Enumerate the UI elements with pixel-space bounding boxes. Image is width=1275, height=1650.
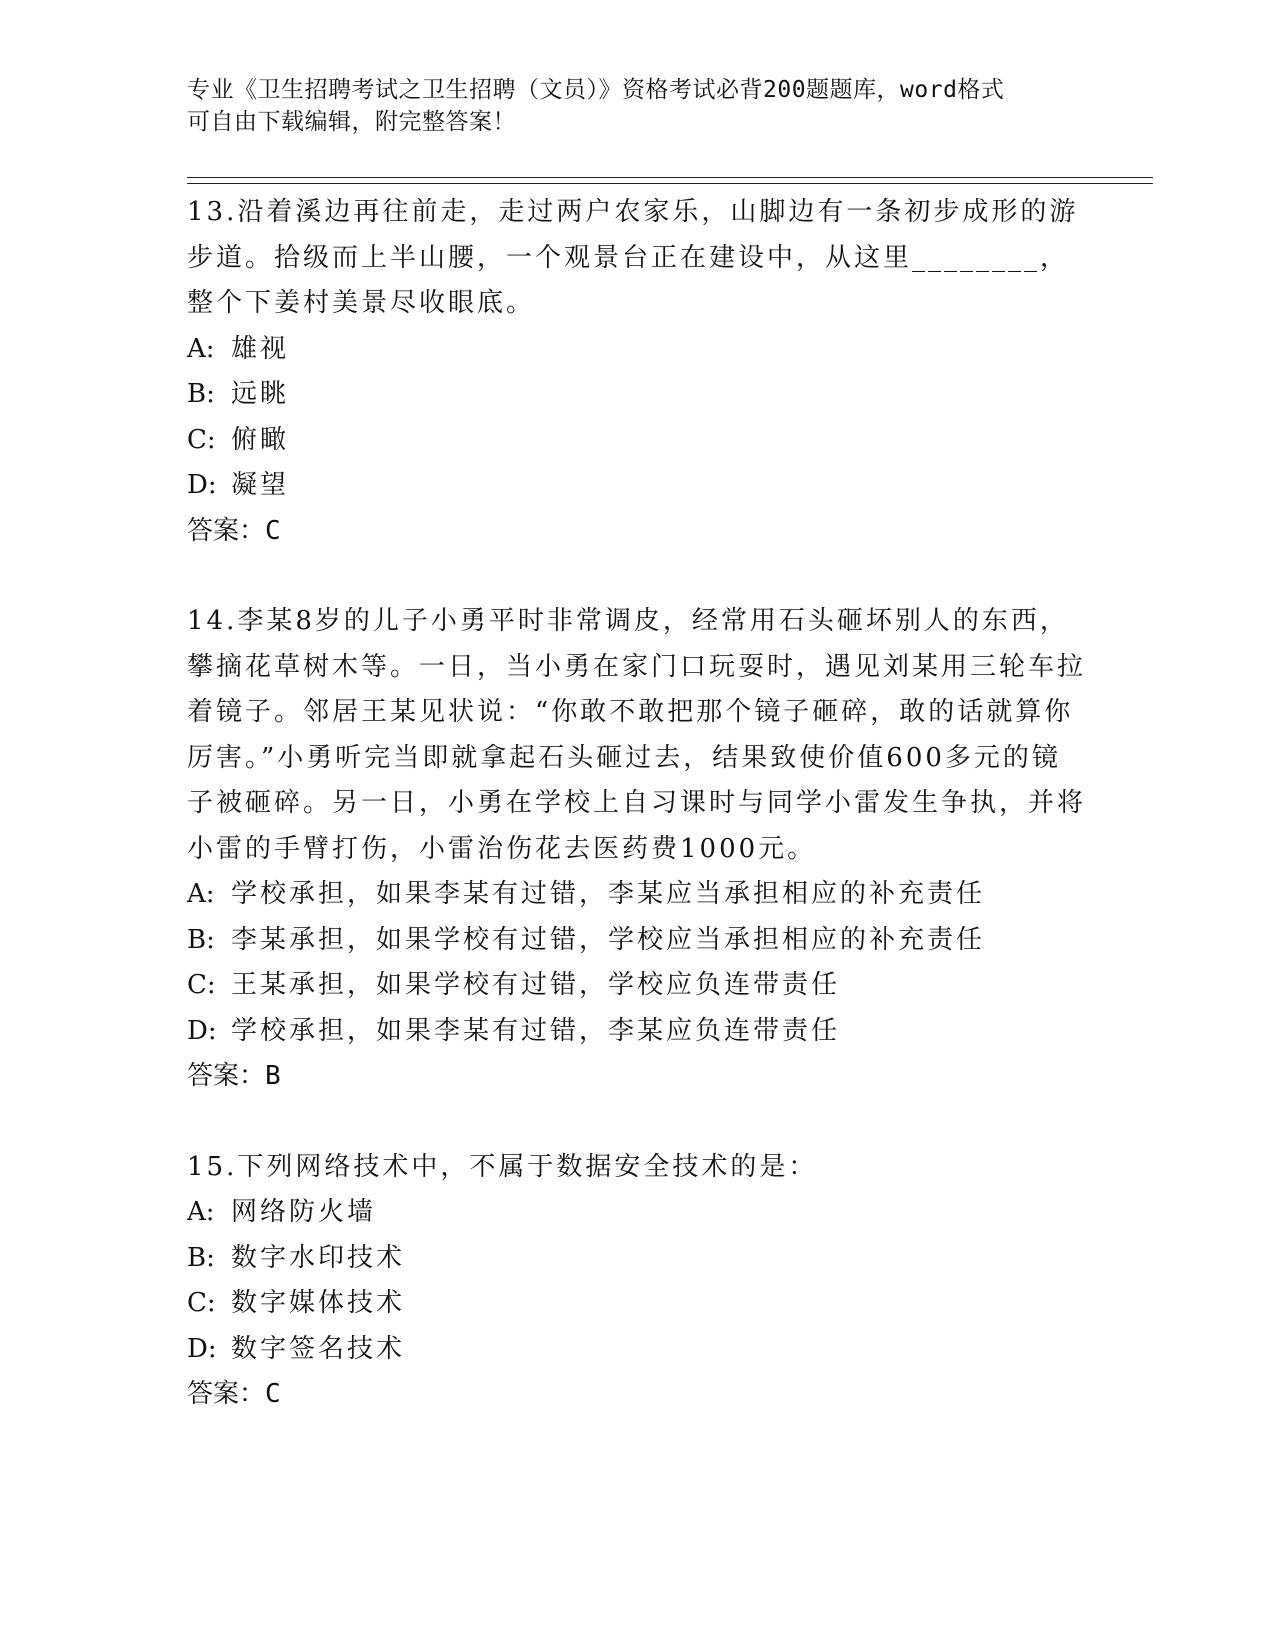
option-letter: B:	[187, 1242, 215, 1273]
option-text: 雄视	[231, 333, 290, 364]
question-list	[187, 190, 1087, 1418]
option-text: 凝望	[231, 470, 290, 500]
question-stem: 15.下列网络技术中，不属于数据安全技术的是：	[187, 1151, 818, 1182]
option-c	[187, 418, 1087, 464]
option-letter: D:	[187, 1015, 217, 1046]
option-a	[187, 872, 1087, 918]
option-c	[187, 1281, 1087, 1327]
answer-line: 答案：C	[187, 1379, 281, 1409]
option-a	[187, 1190, 1087, 1236]
question-13	[187, 190, 1087, 554]
option-text: 王某承担，如果学校有过错，学校应负连带责任	[231, 970, 841, 1000]
answer-line: 答案：B	[187, 1061, 281, 1091]
option-b	[187, 918, 1087, 964]
question-15	[187, 1145, 1087, 1418]
option-letter: D:	[187, 470, 217, 500]
option-letter: A:	[187, 333, 215, 364]
question-14	[187, 599, 1087, 1100]
option-b	[187, 372, 1087, 418]
option-letter: C:	[187, 424, 216, 455]
option-letter: C:	[187, 970, 216, 1000]
option-text: 学校承担，如果李某有过错，李某应负连带责任	[231, 1015, 841, 1046]
option-d	[187, 1009, 1087, 1055]
option-c	[187, 963, 1087, 1009]
header-divider-top	[187, 177, 1153, 178]
option-text: 学校承担，如果李某有过错，李某应当承担相应的补充责任	[231, 879, 986, 909]
option-text: 李某承担，如果学校有过错，学校应当承担相应的补充责任	[231, 924, 986, 955]
option-letter: A:	[187, 879, 215, 909]
option-d	[187, 463, 1087, 509]
header-line-1: 专业《卫生招聘考试之卫生招聘（文员）》资格考试必背200题题库，word格式	[187, 77, 1005, 103]
option-letter: B:	[187, 379, 215, 409]
option-text: 数字水印技术	[231, 1242, 406, 1273]
option-d	[187, 1327, 1087, 1373]
option-text: 数字签名技术	[231, 1333, 406, 1364]
option-b	[187, 1236, 1087, 1282]
option-letter: D:	[187, 1333, 217, 1364]
option-text: 远眺	[231, 379, 290, 409]
question-stem: 13.沿着溪边再往前走，走过两户农家乐，山脚边有一条初步成形的游步道。拾级而上半山腰，一个观景台正在建设中，从这里________，整个下姜村美景尽收眼底。	[187, 197, 1079, 318]
header-divider-bottom	[187, 183, 1153, 184]
option-text: 数字媒体技术	[231, 1288, 406, 1318]
option-letter: A:	[187, 1197, 215, 1227]
option-a	[187, 327, 1087, 373]
document-header	[187, 74, 1087, 138]
option-text: 网络防火墙	[231, 1197, 377, 1227]
header-line-2: 可自由下载编辑，附完整答案！	[187, 109, 516, 135]
question-stem: 14.李某8岁的儿子小勇平时非常调皮，经常用石头砸坏别人的东西，攀摘花草树木等。一日，当小勇在家门口玩耍时，遇见刘某用三轮车拉着镜子。邻居王某见状说：“你敢不敢把那个镜子砸碎，敢的话就算你厉害。”小勇听完当即就拿起石头砸过去，结果致使价值600多元的镜子被砸碎。另一日，小勇在学校上自习课时与同学小雷发生争执，并将小雷的手臂打伤，小雷治伤花去医药费1000元。	[187, 606, 1087, 864]
option-text: 俯瞰	[231, 424, 290, 455]
option-letter: B:	[187, 924, 215, 955]
answer-line: 答案：C	[187, 515, 281, 546]
option-letter: C:	[187, 1288, 216, 1318]
